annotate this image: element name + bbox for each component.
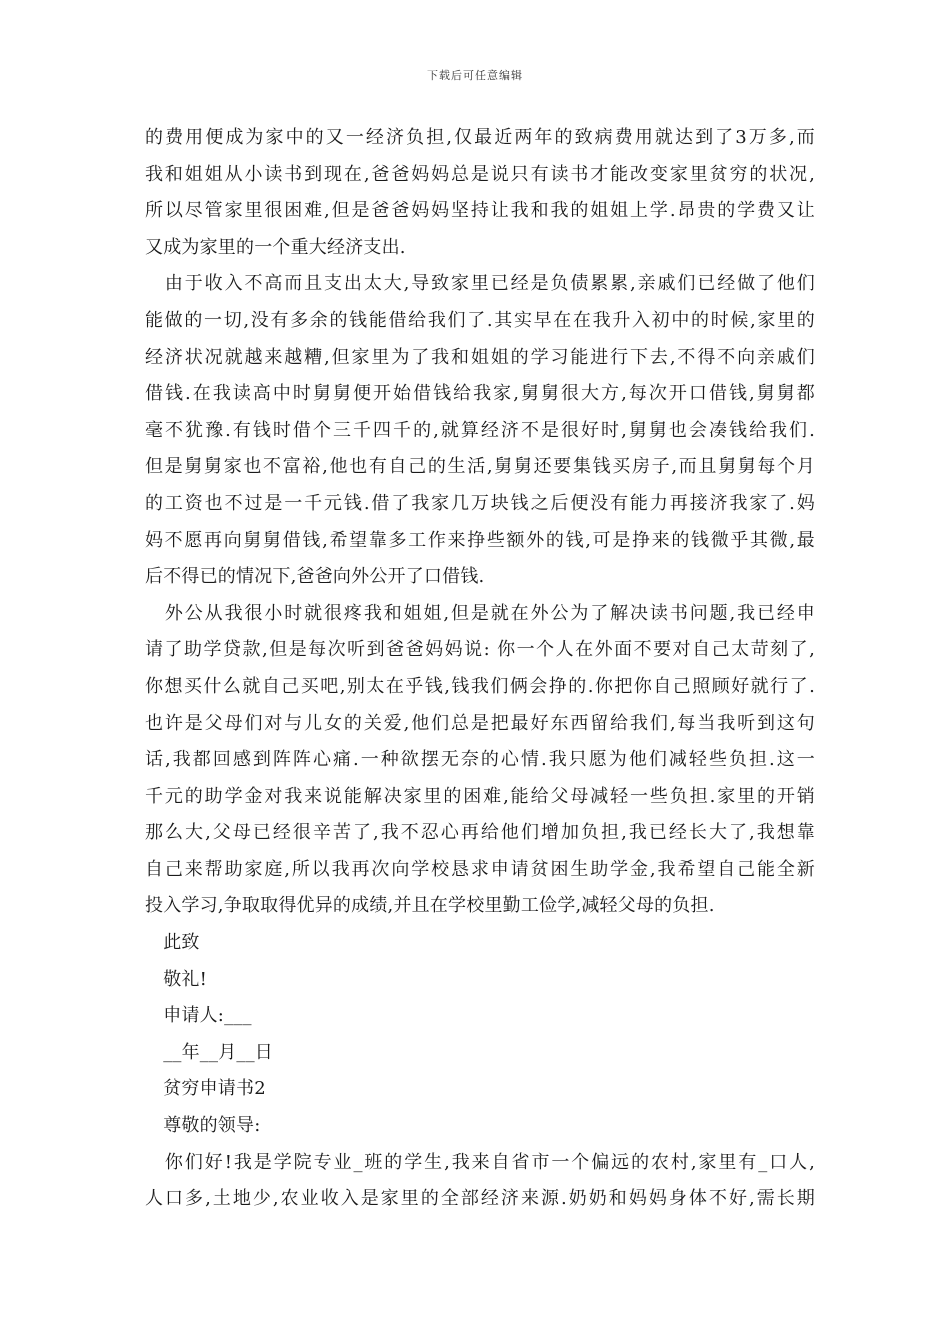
body-line: 后不得已的情况下,爸爸向外公开了口借钱.	[145, 566, 485, 588]
salutation-line: 敬礼!	[145, 968, 208, 990]
applicant-line: 申请人:___	[145, 1005, 252, 1027]
body-line: 由于收入不高而且支出太大,导致家里已经是负债累累,亲戚们已经做了他们	[145, 273, 815, 295]
body-line: 也许是父母们对与儿女的关爱,他们总是把最好东西留给我们,每当我听到这句	[145, 712, 815, 734]
body-line: 投入学习,争取取得优异的成绩,并且在学校里勤工俭学,减轻父母的负担.	[145, 895, 715, 917]
document-body	[145, 120, 815, 1218]
body-line: 所以尽管家里很困难,但是爸爸妈妈坚持让我和我的姐姐上学.昂贵的学费又让	[145, 200, 815, 222]
section-title: 贫穷申请书2	[145, 1078, 266, 1100]
page-header-note: 下载后可任意编辑	[427, 69, 523, 82]
date-line: __年__月__日	[145, 1041, 273, 1063]
body-line: 话,我都回感到阵阵心痛.一种欲摆无奈的心情.我只愿为他们减轻些负担.这一	[145, 749, 815, 771]
body-line: 妈不愿再向舅舅借钱,希望靠多工作来挣些额外的钱,可是挣来的钱微乎其微,最	[145, 529, 815, 551]
greeting-line: 尊敬的领导:	[145, 1115, 261, 1137]
body-line: 毫不犹豫.有钱时借个三千四千的,就算经济不是很好时,舅舅也会凑钱给我们.	[145, 419, 815, 441]
body-line: 能做的一切,没有多余的钱能借给我们了.其实早在在我升入初中的时候,家里的	[145, 309, 815, 331]
body-line: 的工资也不过是一千元钱.借了我家几万块钱之后便没有能力再接济我家了.妈	[145, 492, 815, 514]
body-line: 人口多,土地少,农业收入是家里的全部经济来源.奶奶和妈妈身体不好,需长期	[145, 1188, 815, 1210]
body-line: 借钱.在我读高中时舅舅便开始借钱给我家,舅舅很大方,每次开口借钱,舅舅都	[145, 383, 815, 405]
body-line: 外公从我很小时就很疼我和姐姐,但是就在外公为了解决读书问题,我已经申	[145, 602, 815, 624]
body-line: 千元的助学金对我来说能解决家里的困难,能给父母减轻一些负担.家里的开销	[145, 785, 815, 807]
body-line: 经济状况就越来越糟,但家里为了我和姐姐的学习能进行下去,不得不向亲戚们	[145, 346, 815, 368]
body-line: 那么大,父母已经很辛苦了,我不忍心再给他们增加负担,我已经长大了,我想靠	[145, 822, 815, 844]
closing-line: 此致	[145, 932, 200, 954]
body-line: 自己来帮助家庭,所以我再次向学校恳求申请贫困生助学金,我希望自己能全新	[145, 858, 815, 880]
body-line: 又成为家里的一个重大经济支出.	[145, 236, 406, 258]
body-line: 你们好!我是学院专业_班的学生,我来自省市一个偏远的农村,家里有_口人,	[145, 1151, 815, 1173]
body-line: 的费用便成为家中的又一经济负担,仅最近两年的致病费用就达到了3万多,而	[145, 127, 815, 148]
body-line: 但是舅舅家也不富裕,他也有自己的生活,舅舅还要集钱买房子,而且舅舅每个月	[145, 456, 815, 478]
body-line: 我和姐姐从小读书到现在,爸爸妈妈总是说只有读书才能改变家里贫穷的状况,	[145, 163, 815, 185]
body-line: 你想买什么就自己买吧,别太在乎钱,钱我们俩会挣的.你把你自己照顾好就行了.	[145, 675, 815, 697]
body-line: 请了助学贷款,但是每次听到爸爸妈妈说: 你一个人在外面不要对自己太苛刻了,	[145, 639, 815, 661]
